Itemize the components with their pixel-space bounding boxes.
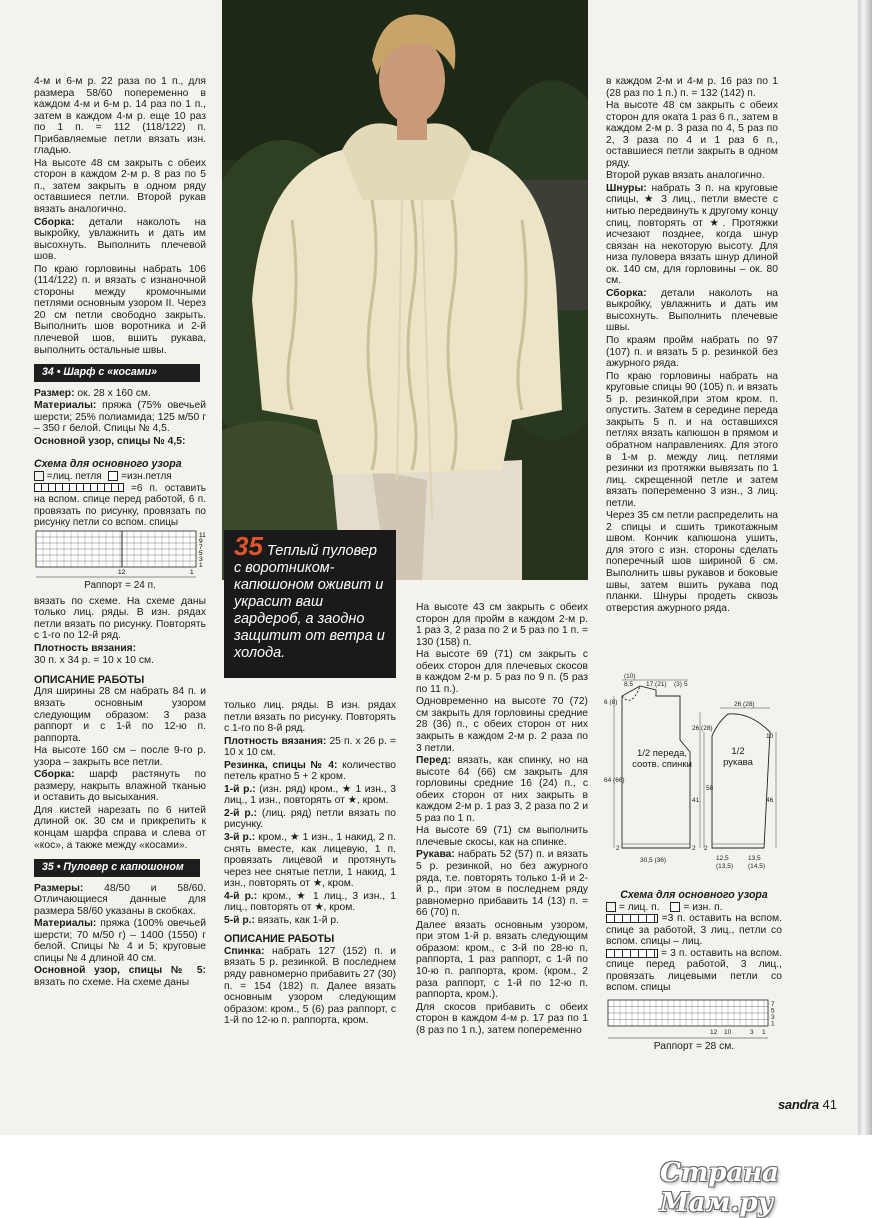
label: Спинка: <box>224 945 265 957</box>
cable-symbol-icon <box>34 483 124 492</box>
paragraph: только лиц. ряды. В изн. рядах петли вязать по рисунку. Повторять с 1-го по 8-й ряд. <box>224 700 396 735</box>
text: количество петель кратно 5 + 2 кром. <box>224 759 396 783</box>
caption-number: 35 <box>234 531 263 561</box>
paragraph: Второй рукав вязать аналогично. <box>606 170 765 182</box>
site-watermark: Страна Мам.ру <box>660 1158 780 1218</box>
text: набрать 52 (57) п. и вязать 5 р. резинкой, но без ажурного ряда, т.е. повторять только 1-й и 2-й р., при этом в последнем ряду равномерно прибавить 14 (13) п. = 66 (70) п. <box>416 849 588 919</box>
dim-label: 8,5 <box>624 681 634 688</box>
label: 1-й р.: <box>224 783 256 795</box>
legend-row <box>34 483 206 529</box>
row-label: 3 <box>771 1013 775 1021</box>
text: набрать 127 (152) п. и вязать 5 р. резинкой. В последнем ряду равномерно прибавить 27 (30) п. = 154 (182) п. Далее вязать основным узором следующим образом: кром., 5 (6) раз раппорт, с 1-й по 12-ю п. раппорта, кром. <box>224 945 396 1027</box>
legend-text: =6 п. оставить на вспом. спице перед работой, 6 п. провязать по рисунку, провязать по рисунку петли со вспом. спицы <box>34 482 206 528</box>
row-label: 5 <box>199 549 203 557</box>
dim-label: 26 (28) <box>734 701 755 708</box>
paragraph <box>34 918 206 964</box>
paragraph <box>34 388 206 400</box>
paragraph: На высоте 69 (71) см закрыть с обеих сторон для плечевых скосов в каждом 2-м р. 5 раз по 9 п. (5 раз по 11 п.). <box>416 649 588 695</box>
purl-symbol-icon <box>108 471 118 481</box>
text: (изн. ряд) кром., ★ 1 изн., 3 лиц., 1 изн., повторять от ★, кром. <box>224 783 396 807</box>
dim-label: 64 (66) <box>604 777 625 784</box>
col-label: 12 <box>710 1028 718 1036</box>
legend-text: =изн.петля <box>121 470 172 482</box>
paragraph <box>224 946 396 1027</box>
photo-caption <box>224 530 396 678</box>
dim-label: 46 <box>766 797 774 804</box>
label: Материалы: <box>34 918 97 930</box>
paragraph: Одновременно на высоте 70 (72) см закрыть для горловины средние 28 (36) п., с обеих сторон от них закрыть в каждом 2-м р. 2 раза по 3 петли. <box>416 696 588 754</box>
column-2 <box>224 700 396 1028</box>
row-label: 7 <box>771 1000 775 1008</box>
paragraph: На высоте 48 см закрыть с обеих сторон для оката 1 раз 6 п., затем в каждом 2-м р. 3 раза по 4, 5 раз по 2, 3 раза по 4 и 1 раз 6 п., оставшиеся петли закрыть в одном ряду. <box>606 100 778 169</box>
caption-text: Теплый пуловер с воротником-капюшоном оживит и украсит ваш гардероб, а заодно защитит от ветра и холода. <box>234 543 385 661</box>
legend-text: = 3 п. оставить на вспом. спице перед работой, 3 лиц., провязать лицевыми петли со вспом. спицы <box>606 947 782 994</box>
scarf-chart <box>34 459 206 591</box>
col-label: 1 <box>190 568 194 576</box>
paragraph <box>34 217 206 263</box>
text: (лиц. ряд) петли вязать по рисунку. <box>224 807 396 831</box>
dim-label: 6 (8) <box>604 699 618 706</box>
model-photo <box>222 0 588 580</box>
section-header-pullover: 35 • Пуловер с капюшоном <box>34 859 200 877</box>
dim-label: 58 <box>706 785 714 792</box>
section-title: ОПИСАНИЕ РАБОТЫ <box>34 673 145 686</box>
text: детали наколоть на выкройку, увлажнить и дать им высохнуть. Выполнить плечевой шов. <box>34 216 206 263</box>
paragraph <box>34 643 206 655</box>
text: кром., ★ 1 лиц., 3 изн., 1 лиц., повторять от ★, кром. <box>224 890 396 914</box>
paragraph <box>224 736 396 759</box>
dim-label: 2 <box>704 845 708 852</box>
legend-row <box>606 913 782 948</box>
label: 3-й р.: <box>224 832 256 844</box>
paragraph <box>606 183 778 287</box>
paragraph: 30 п. х 34 р. = 10 х 10 см. <box>34 655 154 667</box>
section-header-scarf: 34 • Шарф с «косами» <box>34 364 200 382</box>
paragraph <box>224 808 396 831</box>
paragraph <box>34 436 206 448</box>
paragraph <box>224 760 396 783</box>
paragraph: По краю горловины набрать на круговые спицы 90 (105) п. и вязать 5 р. резинкой,при этом кром. п. опустить. Затем в середине переда закрыть 5 п. и на оставшихся петлях вязать капюшон в прямом и обратном направлениях. Для этого в 1-м р. между лиц. петлями резинки из протяжки вывязать по 1 лиц. скрещенной петле и затем вязать попеременно 3 изн., 3 лиц. петли. <box>606 370 778 509</box>
text: пряжа (100% овечьей шерсти; 70 м/50 г) – 1400 (1550) г белой. Спицы № 4 и 5; круговые спицы № 4 длиной 40 см. <box>34 918 206 964</box>
magazine-brand: sandra <box>778 1097 819 1112</box>
paragraph: Для кистей нарезать по 6 нитей длиной ок. 30 см и прикрепить к концам шарфа справа и слева от «кос», а также между «косами». <box>34 804 206 851</box>
dim-label: (10) <box>624 673 636 680</box>
dim-label: (14,5) <box>748 863 765 870</box>
dim-label: 41 <box>692 797 700 804</box>
paragraph <box>606 288 778 334</box>
purl-symbol-icon <box>670 902 680 912</box>
label: Размер: <box>34 387 75 399</box>
repeat-label: Раппорт = 28 см. <box>653 1041 735 1053</box>
dim-label: 17 (21) <box>646 681 667 688</box>
paragraph: в каждом 2-м и 4-м р. 16 раз по 1 (28 раз по 1 п.) п. = 132 (142) п. <box>606 76 778 99</box>
legend-text: = лиц. п. <box>618 901 660 913</box>
label: 2-й р.: <box>224 807 257 819</box>
row-label: 7 <box>199 543 203 551</box>
label: 5-й р.: <box>224 914 255 926</box>
cable-front-symbol-icon <box>606 949 658 958</box>
section-title: ОПИСАНИЕ РАБОТЫ <box>224 933 335 946</box>
paragraph: На высоте 48 см закрыть с обеих сторон в каждом 2-м р. 8 раз по 5 п., затем закрыть в одном ряду оставшиеся петли. Второй рукав вязать аналогично. <box>34 157 206 216</box>
row-label: 9 <box>199 537 203 545</box>
column-3 <box>416 602 588 1037</box>
paragraph <box>34 883 206 918</box>
paragraph: вязать по схеме. На схеме даны только лиц. ряды. В изн. рядах петли вязать по рисунку. Повторять с 1-го по 12-й ряд. <box>34 595 206 642</box>
paragraph: По краям пройм набрать по 97 (107) п. и вязать 5 р. резинкой без ажурного ряда. <box>606 335 778 370</box>
dim-label: 12,5 <box>716 855 729 862</box>
scarf-chart-grid <box>34 529 206 585</box>
legend-text: = изн. п. <box>683 901 723 913</box>
paragraph <box>224 891 396 914</box>
paragraph <box>224 915 396 927</box>
text: пряжа (75% овечьей шерсти; 25% полиамида; 125 м/50 г – 350 г белой. Спицы № 4,5. <box>34 400 206 435</box>
row-label: 1 <box>771 1020 775 1028</box>
label: Сборка: <box>34 769 75 781</box>
text: набрать 3 п. на круговые спицы, ★ 3 лиц., петли вместе с нитью передвинуть к другому концу спиц, повторять от ★. Протяжки исчезают позднее, когда шнур связан на некоторую высоту. Для низа пуловера вязать шнур длиной ок. 140 см, для горловины – ок. 80 см. <box>606 182 778 287</box>
col-label: 10 <box>724 1028 732 1036</box>
paragraph <box>416 849 588 918</box>
text: 48/50 и 58/60. Отличающиеся данные для размера 58/60 указаны в скобках. <box>34 882 206 917</box>
pullover-chart-block <box>606 890 782 1053</box>
label: Основной узор, спицы № 4,5: <box>34 435 186 447</box>
repeat-label: Раппорт = 24 п. <box>84 580 156 592</box>
text: вязать, как 1-й р. <box>254 914 339 926</box>
dim-label: 26 (28) <box>692 725 713 732</box>
knit-symbol-icon <box>606 902 616 912</box>
label: Рукава: <box>416 849 455 861</box>
dim-label: 10 <box>766 733 774 740</box>
paragraph <box>34 400 206 435</box>
label: Плотность вязания: <box>34 642 137 654</box>
col-label: 12 <box>118 568 126 576</box>
label: 4-й р.: <box>224 890 258 902</box>
paragraph: На высоте 43 см закрыть с обеих сторон для пройм в каждом 2-м р. 1 раз 3, 2 раза по 2 и 5 раз по 1 п. = 130 (158) п. <box>416 602 588 648</box>
label: Сборка: <box>34 216 75 228</box>
text: 25 п. х 26 р. = 10 х 10 см. <box>224 735 396 759</box>
dim-label: 2 <box>692 845 696 852</box>
col-label: 1 <box>762 1028 766 1036</box>
label: Размеры: <box>34 882 84 894</box>
label: Основной узор, спицы № 5: <box>34 965 206 977</box>
paragraph: Далее вязать основным узором, при этом 1-й р. вязать следующим образом: кром., с 3-й по 28-ю п. раппорта, 1 раз раппорт, с 1-й по 10-ю п. раппорта, кром. (кром., 2 раза раппорт, с 1-й по 12-ю п. раппорта, кром.). <box>416 919 588 1001</box>
text: детали наколоть на выкройку, увлажнить и дать им высохнуть. Выполнить плечевые швы. <box>606 287 778 334</box>
paragraph <box>416 755 588 824</box>
legend-row <box>606 948 782 994</box>
label: Плотность вязания: <box>224 735 327 747</box>
front-piece-label: 1/2 переда, соотв. спинки <box>632 748 692 770</box>
text: вязать, как спинку, но на высоте 64 (66) см закрыть для горловины средние 16 (24) п., с обеих сторон от них закрыть в каждом 2-м р. 1 раз 3, 2 раза по 2 и 5 раз по 1 п. <box>416 755 588 824</box>
label: Сборка: <box>606 287 647 299</box>
dim-label: 13,5 <box>748 855 761 862</box>
pullover-chart-grid <box>606 996 782 1044</box>
legend-text: =3 п. оставить на вспом. спице за работой, 3 лиц., петли со вспом. спицы – лиц. <box>606 913 782 948</box>
text: ок. 28 х 160 см. <box>74 387 151 399</box>
paragraph: По краю горловины набрать 106 (114/122) п. и вязать с изнаночной стороны между кромочными петлями основным узором II. Через 20 см петли свободно закрыть. Выполнить шов воротника и 2-й плечевой шов, вшить рукава, выполнить остальные швы. <box>34 263 206 356</box>
label: Шнуры: <box>606 182 647 194</box>
cable-back-symbol-icon <box>606 914 658 923</box>
paragraph <box>224 832 396 890</box>
dim-label: 2 <box>616 845 620 852</box>
legend-text: =лиц. петля <box>46 470 102 482</box>
label: Резинка, спицы № 4: <box>224 759 338 771</box>
paragraph <box>34 965 206 988</box>
man-in-sweater-illustration <box>222 0 588 580</box>
dim-label: 30,5 (36) <box>640 857 667 864</box>
paragraph <box>224 784 396 807</box>
column-1 <box>34 76 206 990</box>
legend-row <box>34 471 206 483</box>
paragraph: Для скосов прибавить с обеих сторон в каждом 4-м р. 17 раз по 1 (8 раз по 1 п.), затем попеременно <box>416 1001 588 1036</box>
chart-title: Схема для основного узора <box>620 889 768 901</box>
paragraph: 4-м и 6-м р. 22 раза по 1 п., для размера 58/60 попеременно в каждом 4-м и 6-м р. 14 раз по 1 п., затем в каждом 4-м р. еще 10 раз по 1 п. = 112 (118/122) п. Прибавляемые петли вязать изн. гладью. <box>34 76 206 157</box>
page-edge <box>858 0 872 1135</box>
garment-schematic <box>600 672 780 872</box>
row-label: 5 <box>771 1007 775 1015</box>
label: Перед: <box>416 755 452 767</box>
row-label: 11 <box>199 531 206 539</box>
row-label: 3 <box>199 555 203 563</box>
label: Материалы: <box>34 400 97 412</box>
text: кром., ★ 1 изн., 1 накид, 2 п. снять вместе, как лицевую, 1 п. провязать лицевой и протянуть через нее снятые петли, 1 накид, 1 изн., повторять от ★, кром. <box>224 832 396 890</box>
paragraph: На высоте 160 см – после 9-го р. узора – закрыть все петли. <box>34 745 206 768</box>
text: шарф растянуть по размеру, накрыть влажной тканью и оставить до высыхания. <box>34 769 206 804</box>
sleeve-piece-label: 1/2 рукава <box>723 746 753 768</box>
paragraph <box>34 769 206 804</box>
knit-symbol-icon <box>34 471 44 481</box>
chart-title: Схема для основного узора <box>34 458 182 471</box>
row-label: 1 <box>199 561 203 569</box>
paragraph: На высоте 69 (71) см выполнить плечевые скосы, как на спинке. <box>416 825 588 848</box>
dim-label: (13,5) <box>716 863 733 870</box>
col-label: 3 <box>750 1028 754 1036</box>
dim-label: (3) <box>674 681 682 688</box>
dim-label: 5 <box>684 681 688 688</box>
page-footer <box>778 1097 837 1112</box>
paragraph: Для ширины 28 см набрать 84 п. и вязать основным узором следующим образом: 3 раза раппорт и с 1-й по 12-ю п. раппорта. <box>34 686 206 744</box>
column-4 <box>606 76 778 615</box>
paragraph: Через 35 см петли распределить на 2 спицы и сшить трикотажным швом. Кончик капюшона ушить, для этого с изн. стороны сделать поперечный шов шириной 6 см. Выполнить швы рукавов и боковые швы, затем вшить рукава под планки. Шнуры продеть сквозь отверстия ажурного ряда. <box>606 510 778 614</box>
page-number: 41 <box>822 1097 837 1112</box>
text: вязать по схеме. На схеме даны <box>34 977 190 988</box>
legend-row <box>606 902 782 914</box>
